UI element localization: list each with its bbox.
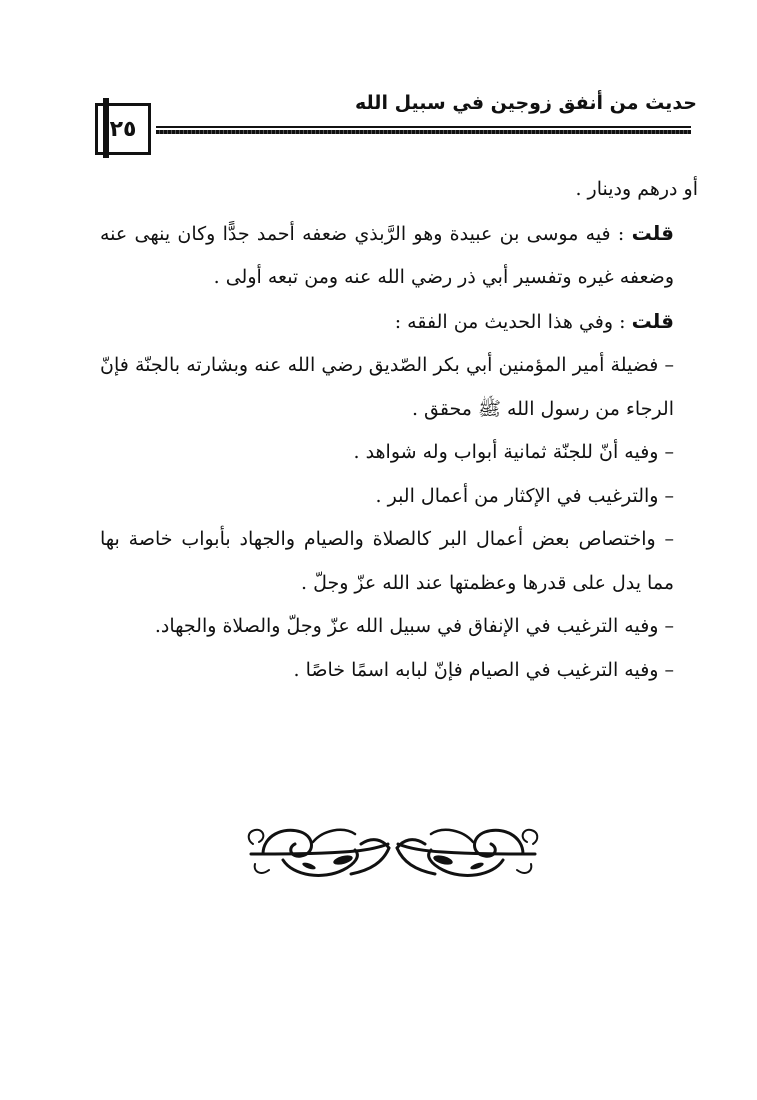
bullet-item: – وفيه الترغيب في الصيام فإنّ لبابه اسمًا خاصًا . [293, 658, 674, 681]
paragraph-text: : فيه موسى بن عبيدة وهو الرَّبذي ضعفه أحمد جدًّا وكان ينهى عنه وضعفه غيره وتفسير أبي ذر رضي الله عنه ومن تبعه أولى . [100, 222, 674, 288]
qult-label: قلت [631, 308, 674, 333]
paragraph-qult-2 [100, 300, 698, 345]
bullet-item: – وفيه الترغيب في الإنفاق في سبيل الله عزّ وجلّ والصلاة والجهاد. [154, 615, 674, 637]
running-title: حديث من أنفق زوجين في سبيل الله [355, 92, 697, 114]
header-rule-thin [156, 126, 691, 128]
main-text [100, 168, 698, 692]
bullet-item: – وفيه أنّ للجنّة ثمانية أبواب وله شواهد . [353, 441, 674, 463]
floral-divider-icon [243, 814, 543, 890]
page-number: ٢٥ [95, 103, 151, 155]
bullet-item: – فضيلة أمير المؤمنين أبي بكر الصّديق رضي الله عنه وبشارته بالجنّة فإنّ الرجاء من رسول الله ﷺ محقق . [100, 354, 674, 420]
header-rule-thick [156, 130, 691, 134]
intro-line: أو درهم ودينار . [575, 178, 698, 200]
qult-label: قلت [631, 220, 674, 245]
bullet-item: – والترغيب في الإكثار من أعمال البر . [375, 484, 674, 507]
paragraph-qult-1 [100, 212, 698, 300]
paragraph-text: : وفي هذا الحديث من الفقه : [394, 310, 632, 333]
bullet-item: – واختصاص بعض أعمال البر كالصلاة والصيام والجهاد بأبواب خاصة بها مما يدل على قدرها وعظمتها عند الله عزّ وجلّ . [100, 528, 674, 594]
